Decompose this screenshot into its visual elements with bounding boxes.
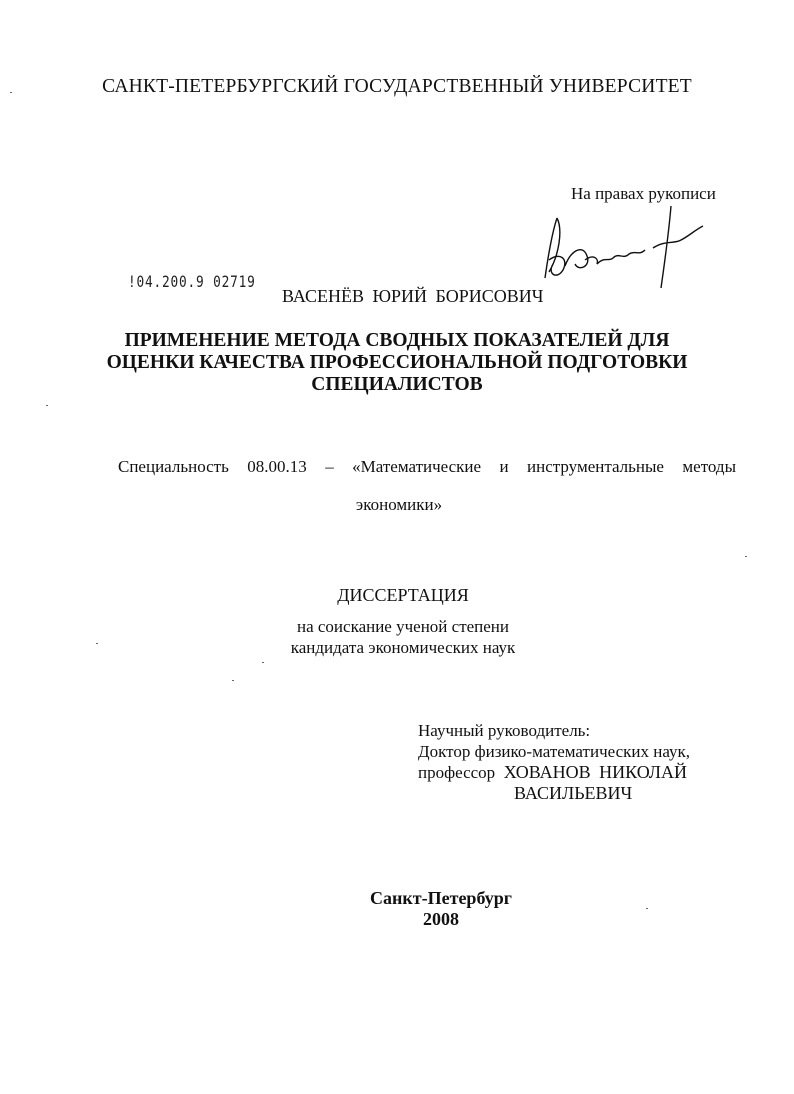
university-name: САНКТ-ПЕТЕРБУРГСКИЙ ГОСУДАРСТВЕННЫЙ УНИВЕРСИТЕТ	[102, 76, 692, 97]
specialty-line: Специальность 08.00.13 – «Математические и инструментальные методы	[118, 457, 736, 476]
scan-speck	[96, 643, 98, 644]
author-name: ВАСЕНЁВ ЮРИЙ БОРИСОВИЧ	[282, 286, 544, 306]
manuscript-note: На правах рукописи	[571, 184, 716, 203]
work-type: ДИССЕРТАЦИЯ	[337, 585, 469, 605]
title-line: ОЦЕНКИ КАЧЕСТВА ПРОФЕССИОНАЛЬНОЙ ПОДГОТОВКИ	[106, 352, 688, 373]
supervisor-block	[418, 720, 690, 804]
degree-line: на соискание ученой степени	[296, 617, 510, 636]
supervisor-name: ХОВАНОВ НИКОЛАЙ	[503, 762, 688, 782]
degree-statement	[0, 616, 794, 658]
supervisor-rank: профессор	[418, 763, 496, 782]
place-and-year	[0, 888, 794, 930]
scan-speck	[745, 556, 747, 557]
dissertation-title	[0, 330, 794, 396]
scan-speck	[262, 662, 264, 663]
specialty-line-continued: экономики»	[355, 495, 443, 514]
scan-speck	[646, 908, 648, 909]
title-line: ПРИМЕНЕНИЕ МЕТОДА СВОДНЫХ ПОКАЗАТЕЛЕЙ ДЛЯ	[124, 330, 670, 351]
scan-speck	[10, 92, 12, 93]
city: Санкт-Петербург	[370, 888, 512, 908]
title-line: СПЕЦИАЛИСТОВ	[311, 374, 483, 395]
supervisor-degree: Доктор физико-математических наук,	[418, 742, 691, 761]
scan-speck	[232, 680, 234, 681]
archive-stamp-number: !04.200.9 02719	[128, 272, 256, 291]
supervisor-rank-name	[418, 762, 690, 783]
degree-line: кандидата экономических наук	[290, 638, 516, 657]
supervisor-patronymic: ВАСИЛЬЕВИЧ	[514, 783, 633, 803]
signature-icon	[535, 200, 710, 290]
year: 2008	[423, 909, 459, 929]
scan-speck	[46, 405, 48, 406]
supervisor-label: Научный руководитель:	[418, 721, 591, 740]
